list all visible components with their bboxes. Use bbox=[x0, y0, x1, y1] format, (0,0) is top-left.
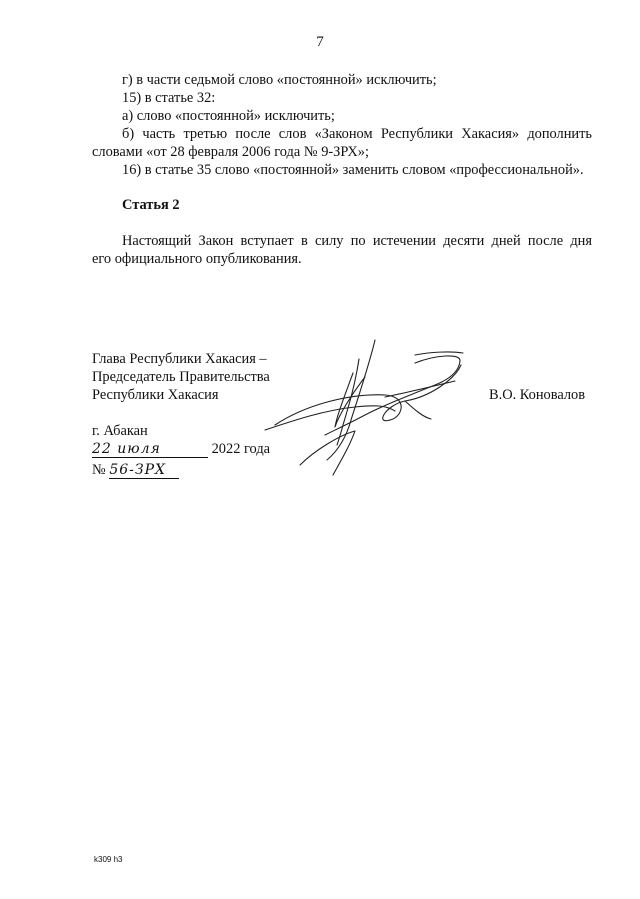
final-text-line1: Настоящий Закон вступает в силу по истечении десяти дней после дня bbox=[122, 233, 592, 249]
text-line-15: 15) в статье 32: bbox=[122, 90, 216, 106]
handwritten-signature bbox=[255, 335, 470, 485]
date-handwritten-field bbox=[92, 442, 208, 458]
number-prefix: № bbox=[92, 462, 106, 478]
city: г. Абакан bbox=[92, 423, 148, 439]
signatory-position-line2: Председатель Правительства bbox=[92, 369, 270, 385]
text-line-16: 16) в статье 35 слово «постоянной» заменить словом «профессиональной». bbox=[122, 162, 584, 178]
signatory-name: В.О. Коновалов bbox=[489, 387, 586, 403]
law-number-field bbox=[109, 463, 179, 479]
text-line-b-part2: словами «от 28 февраля 2006 года № 9-ЗРХ»; bbox=[92, 144, 369, 160]
law-number-handwritten: 56-ЗРХ bbox=[109, 462, 166, 478]
law-number-line bbox=[92, 461, 179, 479]
article-title: Статья 2 bbox=[122, 197, 180, 213]
signatory-position-line1: Глава Республики Хакасия – bbox=[92, 351, 267, 367]
text-line-b-part1: б) часть третью после слов «Законом Республики Хакасия» дополнить bbox=[122, 126, 592, 142]
text-line-a: а) слово «постоянной» исключить; bbox=[122, 108, 335, 124]
footer-code: k309 h3 bbox=[94, 855, 123, 864]
date-year: 2022 года bbox=[211, 441, 271, 457]
page-number: 7 bbox=[316, 34, 324, 50]
date-line bbox=[92, 440, 270, 458]
date-handwritten: 22 июля bbox=[92, 441, 161, 457]
text-line-g: г) в части седьмой слово «постоянной» исключить; bbox=[122, 72, 437, 88]
signatory-position-line3: Республики Хакасия bbox=[92, 387, 219, 403]
final-text-line2: его официального опубликования. bbox=[92, 251, 302, 267]
